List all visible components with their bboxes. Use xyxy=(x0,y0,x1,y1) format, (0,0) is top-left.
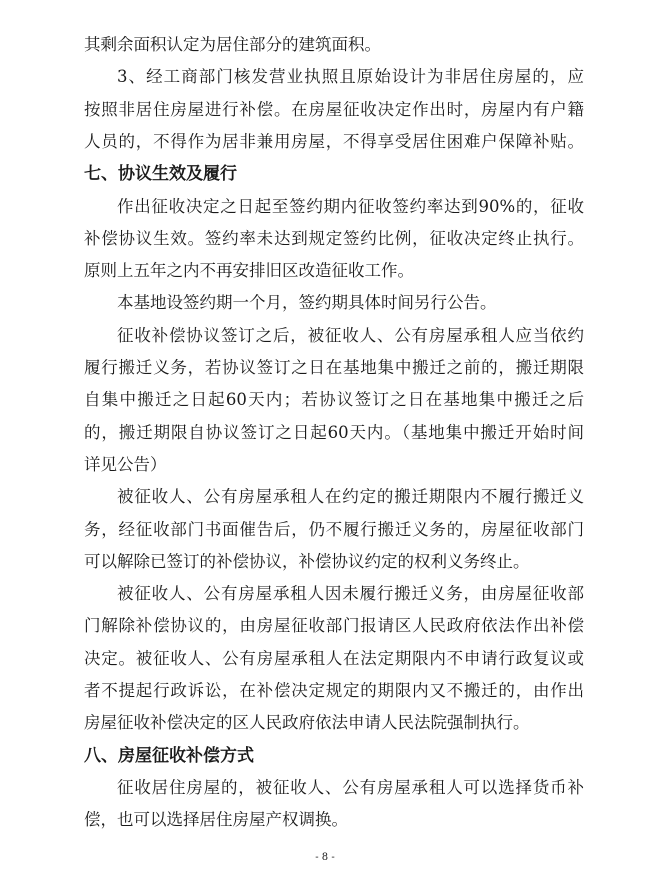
paragraph-line: 3、经工商部门核发营业执照且原始设计为非居住房屋的，应 xyxy=(117,67,584,87)
paragraph-line: 作出征收决定之日起至签约期内征收签约率达到90%的，征收 xyxy=(117,196,584,216)
paragraph-line: 者不提起行政诉讼，在补偿决定规定的期限内又不搬迁的，由作出 xyxy=(84,681,584,700)
paragraph-line: 征收补偿协议签订之后，被征收人、公有房屋承租人应当依约 xyxy=(117,325,584,345)
paragraph-line: 决定。被征收人、公有房屋承租人在法定期限内不申请行政复议或 xyxy=(84,648,584,668)
paragraph-line: 门解除补偿协议的，由房屋征收部门报请区人民政府依法作出补偿 xyxy=(84,616,584,636)
paragraph-line: 原则上五年之内不再安排旧区改造征收工作。 xyxy=(84,261,414,281)
section-heading-7: 七、协议生效及履行 xyxy=(84,164,237,185)
section-heading-8: 八、房屋征收补偿方式 xyxy=(84,745,254,766)
paragraph-line: 本基地设签约期一个月，签约期具体时间另行公告。 xyxy=(117,293,497,313)
paragraph-line: 可以解除已签订的补偿协议，补偿协议约定的权利义务终止。 xyxy=(84,551,530,571)
paragraph-line: 务，经征收部门书面催告后，仍不履行搬迁义务的，房屋征收部门 xyxy=(84,519,584,539)
paragraph-line: 房屋征收补偿决定的区人民政府依法申请人民法院强制执行。 xyxy=(84,713,530,733)
paragraph-line: 其剩余面积认定为居住部分的建筑面积。 xyxy=(84,35,381,54)
paragraph-line: 被征收人、公有房屋承租人因未履行搬迁义务，由房屋征收部 xyxy=(117,584,584,604)
paragraph-line: 被征收人、公有房屋承租人在约定的搬迁期限内不履行搬迁义 xyxy=(117,487,584,507)
paragraph-line: 自集中搬迁之日起60天内；若协议签订之日在基地集中搬迁之后 xyxy=(84,390,584,410)
paragraph-line: 偿，也可以选择居住房屋产权调换。 xyxy=(84,810,348,830)
page-number: - 8 - xyxy=(315,851,335,863)
paragraph-line: 履行搬迁义务，若协议签订之日在基地集中搬迁之前的，搬迁期限 xyxy=(84,358,584,377)
paragraph-line: 详见公告） xyxy=(84,454,167,474)
paragraph-line: 征收居住房屋的，被征收人、公有房屋承租人可以选择货币补 xyxy=(117,777,584,797)
paragraph-line: 补偿协议生效。签约率未达到规定签约比例，征收决定终止执行。 xyxy=(84,228,584,248)
paragraph-line: 的，搬迁期限自协议签订之日起60天内。（基地集中搬迁开始时间 xyxy=(84,422,584,442)
paragraph-line: 人员的，不得作为居非兼用房屋，不得享受居住困难户保障补贴。 xyxy=(84,131,584,151)
paragraph-line: 按照非居住房屋进行补偿。在房屋征收决定作出时，房屋内有户籍 xyxy=(84,99,584,119)
